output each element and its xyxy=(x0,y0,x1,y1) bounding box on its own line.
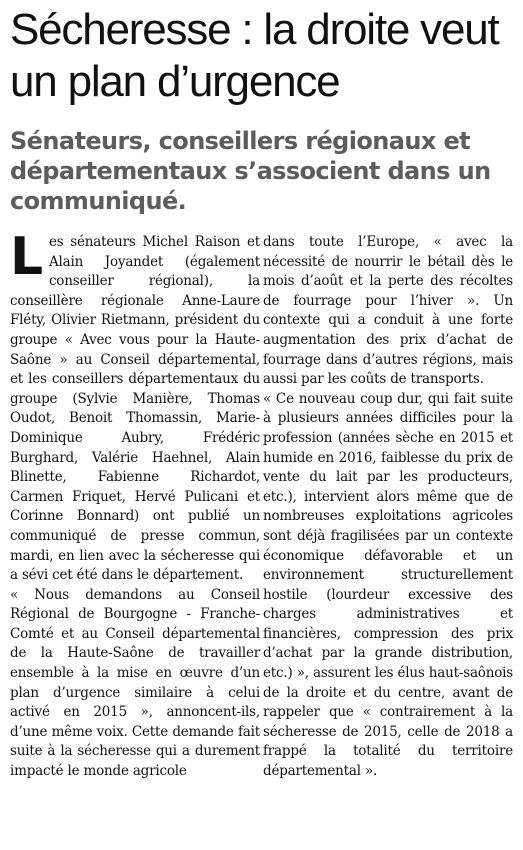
standfirst: Sénateurs, conseillers régionaux et départementaux s’associent dans un communiqué. xyxy=(10,127,491,215)
article-column-left xyxy=(10,227,260,782)
headline: Sécheresse : la droite veut un plan d’urgence xyxy=(10,5,499,106)
article-paragraph xyxy=(10,227,260,586)
article-paragraph: dans toute l’Europe, « avec la nécessité de nourrir le bétail dès le mois d’août et la perte des récoltes de fourrage pour l’hiver ». Un contexte qui a conduit à une forte augmentation des prix d’achat de fourrage dans d’autres régions, mais aussi par les coûts de transports. xyxy=(263,234,513,388)
article-paragraph: « Nous demandons au Conseil Régional de Bourgogne - Franche-Comté et au Conseil départemental de la Haute-Saône de travailler ensemble à la mise en œuvre d’un plan d’urgence similaire à celui activé en 2015 », annoncent-ils, d’une même voix. Cette demande fait suite à la sécheresse qui a durement impacté le monde agricole xyxy=(10,586,260,780)
article-paragraph: « Ce nouveau coup dur, qui fait suite à plusieurs années difficiles pour la profession (années sèche en 2015 et humide en 2016, faiblesse du prix de vente du lait par les producteurs, etc.), intervient alors même que de nombreuses exploitations agricoles sont déjà fragilisées par un contexte économique défavorable et un environnement structurellement hostile (lourdeur excessive des charges administratives et financières, compression des prix d’achat par la grande distribution, etc.) », assurent les élus haut-saônois de la droite et du centre, avant de rappeler que « contrairement à la sécheresse de 2015, celle de 2018 a frappé la totalité du territoire départemental ». xyxy=(263,390,513,780)
paragraph-text: es sénateurs Michel Raison et Alain Joyandet (également conseiller régional), la conseillère régionale Anne-Laure Fléty, Olivier Rietmann, président du groupe « Avec vous pour la Haute-Saône » au Conseil départemental, et les conseillers départementaux du groupe (Sylvie Manière, Thomas Oudot, Benoit Thomassin, Marie-Dominique Aubry, Frédéric Burghard, Valérie Haehnel, Alain Blinette, Fabienne Richardot, Carmen Friquet, Hervé Pulicani et Corinne Bonnard) ont publié un communiqué de presse commun, mardi, en lien avec la sécheresse qui a sévi cet été dans le département. xyxy=(10,234,260,584)
drop-cap: L xyxy=(10,227,43,287)
article-column-right xyxy=(263,233,513,782)
